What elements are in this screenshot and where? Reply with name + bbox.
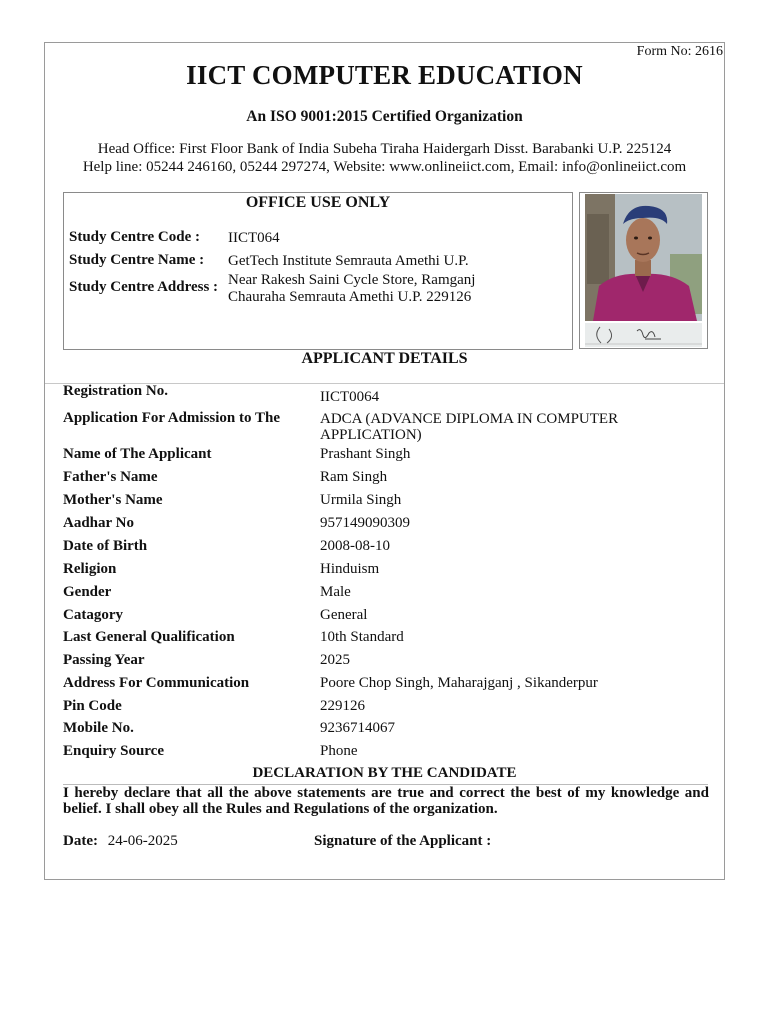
helpline-contact: Help line: 05244 246160, 05244 297274, Website: www.onlineiict.com, Email: info@onlineiict.com: [82, 159, 687, 175]
applicant-photo-image: [585, 194, 702, 321]
label-pin-code: Pin Code: [63, 698, 122, 714]
applicant-signature-image: [585, 323, 702, 347]
study-centre-code-value: IICT064: [228, 230, 280, 246]
value-father-name: Ram Singh: [320, 469, 388, 485]
value-mobile: 9236714067: [320, 720, 395, 736]
value-applicant-name: Prashant Singh: [320, 446, 411, 462]
applicant-photo: [585, 194, 702, 321]
label-dob: Date of Birth: [63, 538, 148, 554]
study-centre-name-label: Study Centre Name :: [69, 252, 205, 268]
office-use-title: OFFICE USE ONLY: [245, 194, 391, 211]
label-admission-course: Application For Admission to The: [63, 410, 280, 426]
value-aadhar: 957149090309: [320, 515, 410, 531]
value-category: General: [320, 607, 368, 623]
label-aadhar: Aadhar No: [63, 515, 134, 531]
head-office-address: Head Office: First Floor Bank of India Subeha Tiraha Haidergarh Disst. Barabanki U.P. 225124: [97, 141, 672, 157]
office-use-box: [63, 192, 573, 350]
date-value: 24-06-2025: [107, 833, 178, 849]
label-religion: Religion: [63, 561, 117, 577]
label-passing-year: Passing Year: [63, 652, 145, 668]
signature-label: Signature of the Applicant :: [314, 833, 492, 849]
value-registration: IICT0064: [320, 389, 380, 405]
label-mother-name: Mother's Name: [63, 492, 163, 508]
signature-scribble: [585, 323, 702, 347]
label-applicant-name: Name of The Applicant: [63, 446, 212, 462]
value-mother-name: Urmila Singh: [320, 492, 402, 508]
declaration-date: [63, 833, 178, 850]
applicant-details-heading: APPLICANT DETAILS: [301, 350, 468, 367]
value-passing-year: 2025: [320, 652, 350, 668]
label-mobile: Mobile No.: [63, 720, 134, 736]
value-address: Poore Chop Singh, Maharajganj , Sikanderpur: [320, 675, 598, 691]
value-dob: 2008-08-10: [320, 538, 390, 554]
value-qualification: 10th Standard: [320, 629, 404, 645]
label-enquiry-source: Enquiry Source: [63, 743, 164, 759]
label-qualification: Last General Qualification: [63, 629, 235, 645]
certification-subtitle: An ISO 9001:2015 Certified Organization: [246, 108, 523, 125]
value-gender: Male: [320, 584, 351, 600]
label-category: Catagory: [63, 607, 123, 623]
institute-title: IICT COMPUTER EDUCATION: [186, 60, 583, 90]
application-form: [44, 42, 725, 880]
value-enquiry-source: Phone: [320, 743, 358, 759]
label-registration: Registration No.: [63, 383, 168, 399]
date-label: Date:: [63, 833, 98, 849]
label-address: Address For Communication: [63, 675, 250, 691]
declaration-text: I hereby declare that all the above statements are true and correct the best of my knowledge and belief. I shall obey all the Rules and Regulations of the organization.: [63, 785, 709, 817]
value-admission-course: ADCA (ADVANCE DIPLOMA IN COMPUTER APPLICATION): [320, 411, 619, 443]
study-centre-address-label: Study Centre Address :: [69, 279, 219, 295]
value-religion: Hinduism: [320, 561, 380, 577]
study-centre-address-value: [228, 272, 475, 306]
label-gender: Gender: [63, 584, 112, 600]
study-centre-address-line2: Chauraha Semrauta Amethi U.P. 229126: [228, 289, 472, 305]
applicant-photo-frame: [579, 192, 708, 349]
head-office-info: [45, 140, 724, 176]
study-centre-address-line1: Near Rakesh Saini Cycle Store, Ramganj: [228, 272, 476, 288]
form-number: Form No: 2616: [636, 44, 723, 59]
value-pin-code: 229126: [320, 698, 365, 714]
study-centre-code-label: Study Centre Code :: [69, 229, 200, 245]
study-centre-name-value: GetTech Institute Semrauta Amethi U.P.: [228, 253, 469, 269]
label-father-name: Father's Name: [63, 469, 158, 485]
declaration-heading: DECLARATION BY THE CANDIDATE: [252, 765, 517, 781]
